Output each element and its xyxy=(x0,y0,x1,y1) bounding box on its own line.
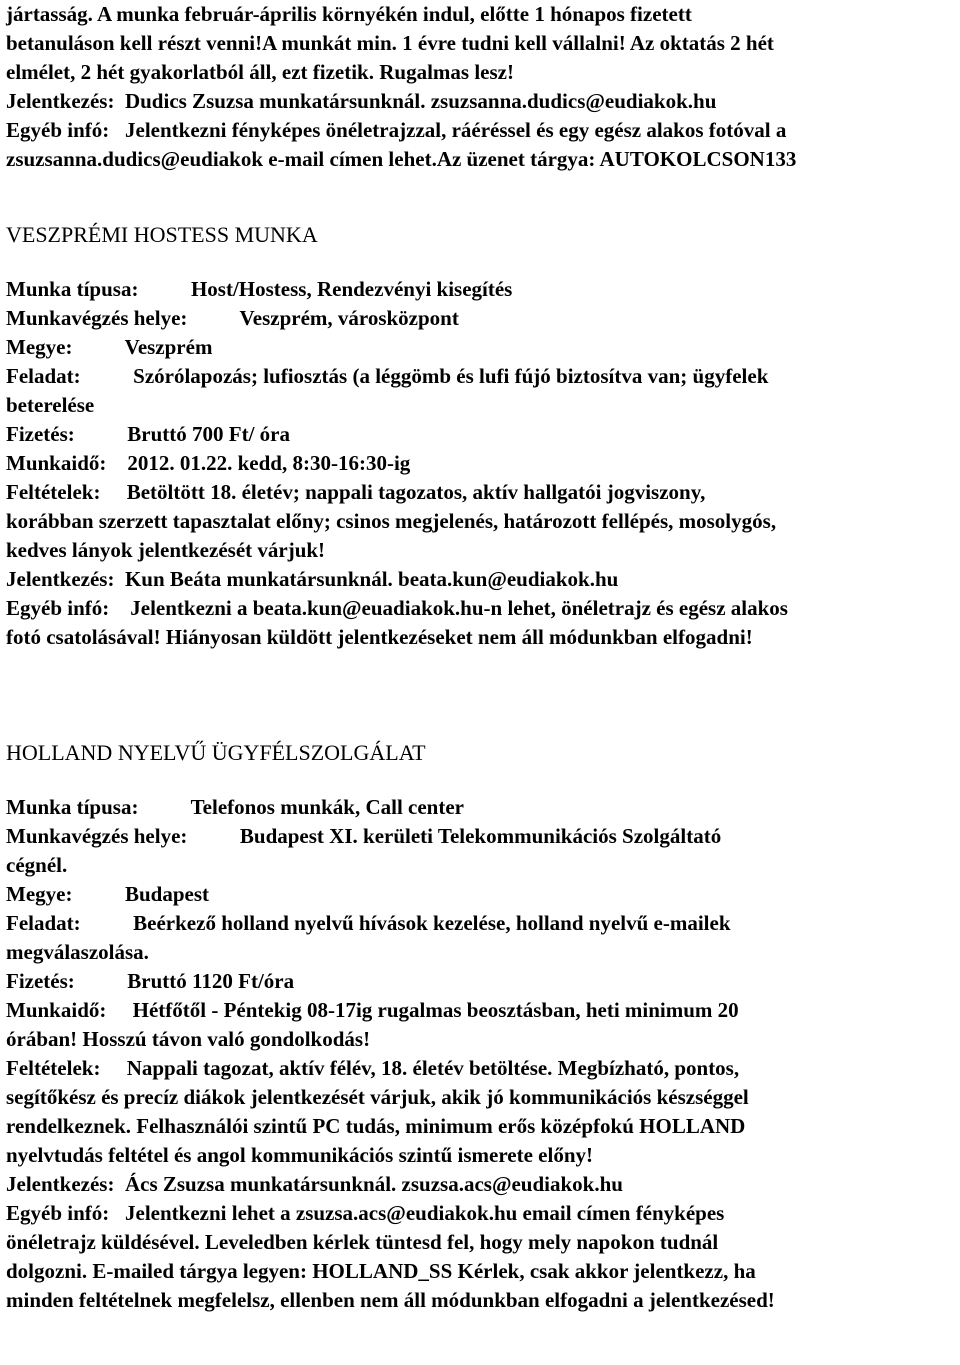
job-line: Jelentkezés: Kun Beáta munkatársunknál. beata.kun@eudiakok.hu xyxy=(6,567,619,591)
job-line: Munkaidő: 2012. 01.22. kedd, 8:30-16:30-ig xyxy=(6,451,411,475)
job-line: korábban szerzett tapasztalat előny; csinos megjelenés, határozott fellépés, mosolygós, xyxy=(6,509,777,533)
job-line: Munkavégzés helye: Veszprém, városközpont xyxy=(6,306,459,330)
job-line: Egyéb infó: Jelentkezni a beata.kun@euadiakok.hu-n lehet, önéletrajz és egész alakos xyxy=(6,596,788,620)
job-line: Megye: Budapest xyxy=(6,882,209,906)
document-page xyxy=(6,0,954,1315)
job-line: megválaszolása. xyxy=(6,940,149,964)
job-section-holland xyxy=(6,738,954,1315)
job-section-veszprem xyxy=(6,220,954,652)
job-line: Feltételek: Betöltött 18. életév; nappali tagozatos, aktív hallgatói jogviszony, xyxy=(6,480,706,504)
job-title: HOLLAND NYELVŰ ÜGYFÉLSZOLGÁLAT xyxy=(6,740,426,765)
job-line: segítőkész és precíz diákok jelentkezését várjuk, akik jó kommunikációs készséggel xyxy=(6,1085,749,1109)
job-line: fotó csatolásával! Hiányosan küldött jelentkezéseket nem áll módunkban elfogadni! xyxy=(6,625,753,649)
job-line: Jelentkezés: Ács Zsuzsa munkatársunknál. zsuzsa.acs@eudiakok.hu xyxy=(6,1172,623,1196)
job-line: Fizetés: Bruttó 700 Ft/ óra xyxy=(6,422,291,446)
job-line: cégnél. xyxy=(6,853,68,877)
job-line: Feltételek: Nappali tagozat, aktív félév, 18. életév betöltése. Megbízható, pontos, xyxy=(6,1056,740,1080)
job-line: Megye: Veszprém xyxy=(6,335,213,359)
job-line: Munkaidő: Hétfőtől - Péntekig 08-17ig rugalmas beosztásban, heti minimum 20 xyxy=(6,998,739,1022)
job-line: Munka típusa: Host/Hostess, Rendezvényi kisegítés xyxy=(6,277,513,301)
job-line: rendelkeznek. Felhasználói szintű PC tudás, minimum erős középfokú HOLLAND xyxy=(6,1114,746,1138)
intro-line: Egyéb infó: Jelentkezni fényképes önéletrajzzal, ráéréssel és egy egész alakos fotóval a xyxy=(6,118,787,142)
job-line: dolgozni. E-mailed tárgya legyen: HOLLAND_SS Kérlek, csak akkor jelentkezz, ha xyxy=(6,1259,756,1283)
job-line: minden feltételnek megfelelsz, ellenben nem áll módunkban elfogadni a jelentkezésed! xyxy=(6,1288,775,1312)
job-line: Munka típusa: Telefonos munkák, Call center xyxy=(6,795,464,819)
intro-line: Jelentkezés: Dudics Zsuzsa munkatársunknál. zsuzsanna.dudics@eudiakok.hu xyxy=(6,89,717,113)
job-line: órában! Hosszú távon való gondolkodás! xyxy=(6,1027,371,1051)
job-line: Feladat: Szórólapozás; lufiosztás (a léggömb és lufi fújó biztosítva van; ügyfelek xyxy=(6,364,769,388)
job-line: Fizetés: Bruttó 1120 Ft/óra xyxy=(6,969,295,993)
job-line: kedves lányok jelentkezését várjuk! xyxy=(6,538,326,562)
job-line: Munkavégzés helye: Budapest XI. kerületi Telekommunikációs Szolgáltató xyxy=(6,824,722,848)
intro-line: betanuláson kell részt venni!A munkát min. 1 évre tudni kell vállalni! Az oktatás 2 hét xyxy=(6,31,774,55)
intro-line: jártasság. A munka február-április környékén indul, előtte 1 hónapos fizetett xyxy=(6,2,692,26)
job-title: VESZPRÉMI HOSTESS MUNKA xyxy=(6,222,318,247)
intro-line: zsuzsanna.dudics@eudiakok e-mail címen lehet.Az üzenet tárgya: AUTOKOLCSON133 xyxy=(6,147,797,171)
intro-line: elmélet, 2 hét gyakorlatból áll, ezt fizetik. Rugalmas lesz! xyxy=(6,60,514,84)
job-line: nyelvtudás feltétel és angol kommunikációs szintű ismerete előny! xyxy=(6,1143,593,1167)
job-line: beterelése xyxy=(6,393,95,417)
job-line: Feladat: Beérkező holland nyelvű hívások kezelése, holland nyelvű e-mailek xyxy=(6,911,731,935)
job-line: önéletrajz küldésével. Leveledben kérlek tüntesd fel, hogy mely napokon tudnál xyxy=(6,1230,719,1254)
intro-section xyxy=(6,0,954,174)
job-line: Egyéb infó: Jelentkezni lehet a zsuzsa.acs@eudiakok.hu email címen fényképes xyxy=(6,1201,725,1225)
